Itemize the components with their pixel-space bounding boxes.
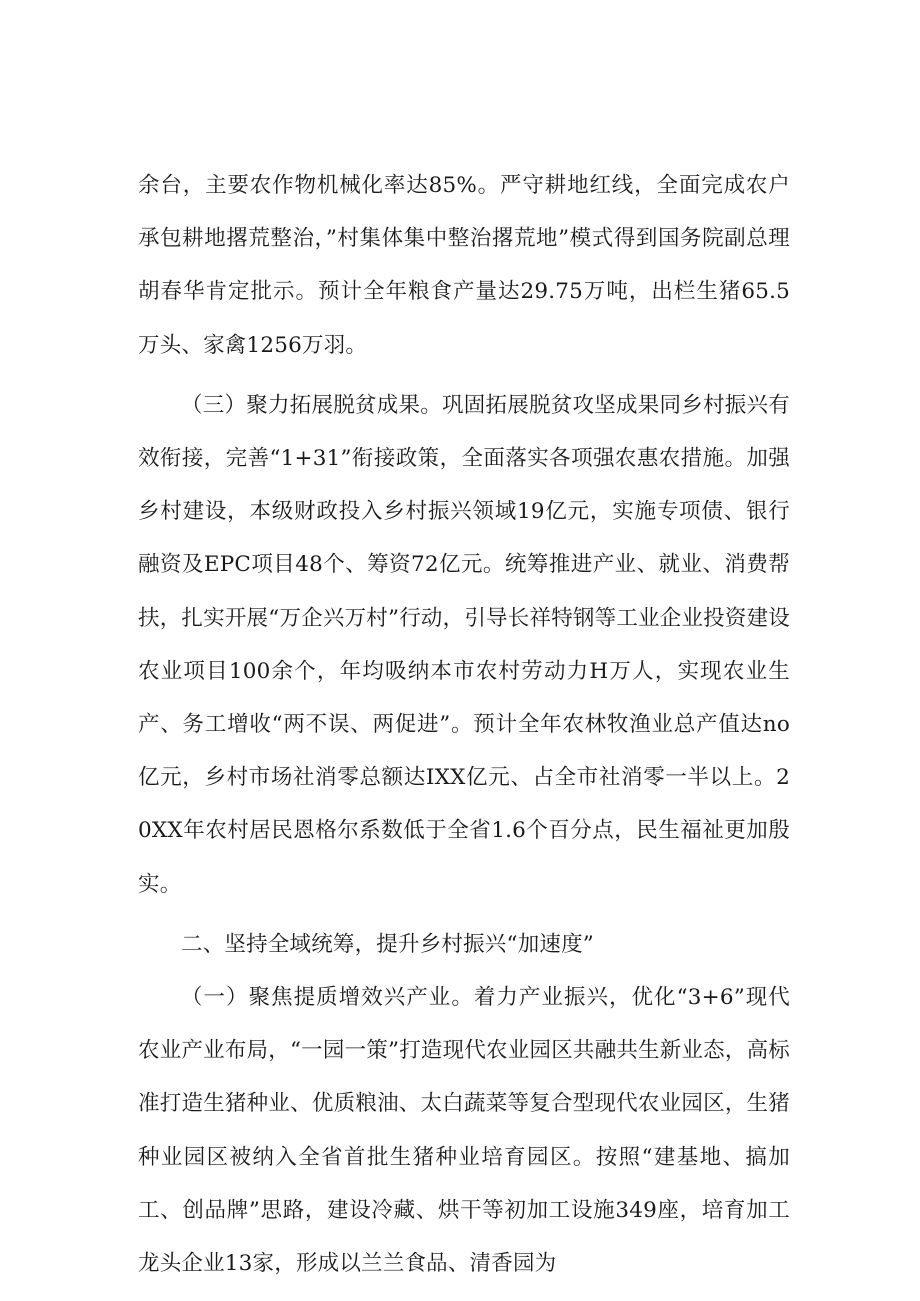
section-heading-two: 二、坚持全域统筹，提升乡村振兴“加速度”: [181, 931, 594, 957]
document-body: [138, 159, 790, 1290]
paragraph-section-three: （三）聚力拓展脱贫成果。巩固拓展脱贫攻坚成果同乡村振兴有效衔接，完善“1+31”衔接政策，全面落实各项强农惠农措施。加强乡村建设，本级财政投入乡村振兴领域19亿元，实施专项债、银行融资及EPC项目48个、筹资72亿元。统筹推进产业、就业、消费帮扶，扎实开展“万企兴万村”行动，引导长祥特钢等工业企业投资建设农业项目100余个，年均吸纳本市农村劳动力H万人，实现农业生产、务工增收“两不误、两促进”。预计全年农林牧渔业总产值达no亿元，乡村市场社消零总额达IXX亿元、占全市社消零一半以上。20XX年农村居民恩格尔系数低于全省1.6个百分点，民生福祉更加殷实。: [138, 392, 790, 897]
paragraph-continuation: 余台，主要农作物机械化率达85%。严守耕地红线，全面完成农户承包耕地撂荒整治，”村集体集中整治撂荒地”模式得到国务院副总理胡春华肯定批示。预计全年粮食产量达29.75万吨，出栏生猪65.5万头、家禽1256万羽。: [138, 173, 790, 358]
paragraph-section-one: （一）聚焦提质增效兴产业。着力产业振兴，优化“3+6”现代农业产业布局，“一园一策”打造现代农业园区共融共生新业态，高标准打造生猪种业、优质粮油、太白蔬菜等复合型现代农业园区，生猪种业园区被纳入全省首批生猪种业培育园区。按照“建基地、搞加工、创品牌”思路，建设冷藏、烘干等初加工设施349座，培育加工龙头企业13家，形成以兰兰食品、清香园为: [138, 985, 790, 1277]
